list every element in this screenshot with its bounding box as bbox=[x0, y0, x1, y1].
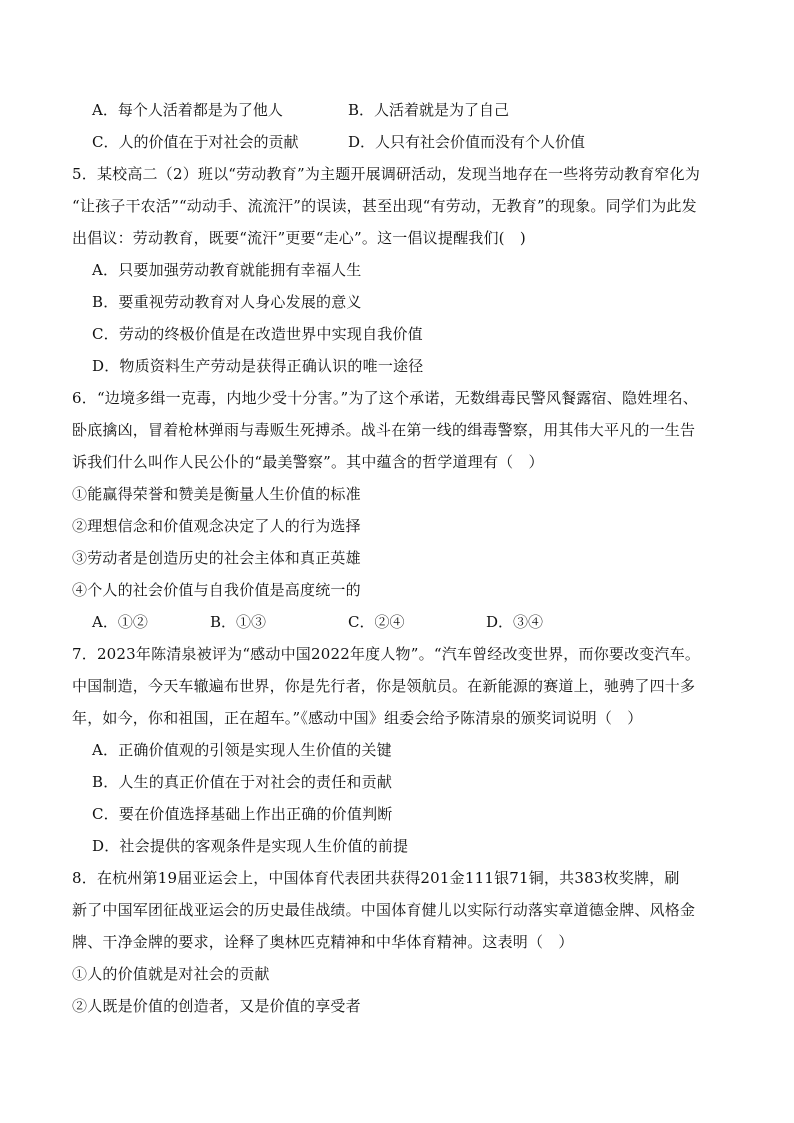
q7-stem-line-2: 中国制造，今天车辙遍布世界，你是先行者，你是领航员。在新能源的赛道上，驰骋了四十多 bbox=[72, 677, 696, 695]
q5-stem-line-3: 出倡议：劳动教育，既要“流汗”更要“走心”。这一倡议提醒我们( ) bbox=[72, 229, 526, 247]
q6-option-d[interactable]: D．③④ bbox=[486, 613, 544, 631]
q8-stem-line-1: 8．在杭州第19届亚运会上，中国体育代表团共获得201金111银71铜，共383枚奖牌，刷 bbox=[72, 869, 680, 887]
q4-option-d[interactable]: D．人只有社会价值而没有个人价值 bbox=[348, 133, 586, 151]
q6-statement-3: ③劳动者是创造历史的社会主体和真正英雄 bbox=[72, 549, 361, 567]
q5-option-b[interactable]: B．要重视劳动教育对人身心发展的意义 bbox=[92, 293, 362, 311]
q4-options-row-2 bbox=[92, 132, 585, 152]
q8-statement-1: ①人的价值就是对社会的贡献 bbox=[72, 965, 270, 983]
q6-stem-line-2: 卧底擒凶，冒着枪林弹雨与毒贩生死搏杀。战斗在第一线的缉毒警察，用其伟大平凡的一生告 bbox=[72, 421, 696, 439]
q6-statement-2: ②理想信念和价值观念决定了人的行为选择 bbox=[72, 517, 361, 535]
q4-option-a[interactable]: A．每个人活着都是为了他人 bbox=[92, 101, 283, 119]
q8-statement-2: ②人既是价值的创造者，又是价值的享受者 bbox=[72, 997, 361, 1015]
q6-statement-4: ④个人的社会价值与自我价值是高度统一的 bbox=[72, 581, 361, 599]
q5-option-c[interactable]: C．劳动的终极价值是在改造世界中实现自我价值 bbox=[92, 325, 423, 343]
q5-stem-line-1: 5．某校高二（2）班以“劳动教育”为主题开展调研活动，发现当地存在一些将劳动教育窄化为 bbox=[72, 165, 701, 183]
q7-stem-line-1: 7．2023年陈清泉被评为“感动中国2022年度人物”。“汽车曾经改变世界，而你要改变汽车。 bbox=[72, 645, 701, 663]
q6-statement-1: ①能赢得荣誉和赞美是衡量人生价值的标准 bbox=[72, 485, 361, 503]
q4-option-b[interactable]: B．人活着就是为了自己 bbox=[348, 101, 510, 119]
q6-option-b[interactable]: B．①③ bbox=[210, 613, 267, 631]
q5-option-a[interactable]: A．只要加强劳动教育就能拥有幸福人生 bbox=[92, 261, 362, 279]
q7-option-c[interactable]: C．要在价值选择基础上作出正确的价值判断 bbox=[92, 805, 393, 823]
q8-stem-line-3: 牌、干净金牌的要求，诠释了奥林匹克精神和中华体育精神。这表明（ ） bbox=[72, 933, 574, 951]
q6-options-row bbox=[92, 612, 543, 632]
q4-option-c[interactable]: C．人的价值在于对社会的贡献 bbox=[92, 133, 299, 151]
q6-option-c[interactable]: C．②④ bbox=[348, 613, 405, 631]
q6-stem-line-1: 6．“边境多缉一克毒，内地少受十分害。”为了这个承诺，无数缉毒民警风餐露宿、隐姓埋名、 bbox=[72, 389, 698, 407]
q5-stem-line-2: “让孩子干农活”“动动手、流流汗”的误读，甚至出现“有劳动，无教育”的现象。同学们为此发 bbox=[72, 197, 697, 215]
q7-option-b[interactable]: B．人生的真正价值在于对社会的责任和贡献 bbox=[92, 773, 393, 791]
q8-stem-line-2: 新了中国军团征战亚运会的历史最佳战绩。中国体育健儿以实际行动落实章道德金牌、风格金 bbox=[72, 901, 696, 919]
q4-options-row-1 bbox=[92, 100, 509, 120]
q7-option-a[interactable]: A．正确价值观的引领是实现人生价值的关键 bbox=[92, 741, 392, 759]
q6-option-a[interactable]: A．①② bbox=[92, 613, 148, 631]
q7-stem-line-3: 年，如今，你和祖国，正在超车。”《感动中国》组委会给予陈清泉的颁奖词说明（ ） bbox=[72, 709, 643, 727]
q7-option-d[interactable]: D．社会提供的客观条件是实现人生价值的前提 bbox=[92, 837, 409, 855]
q5-option-d[interactable]: D．物质资料生产劳动是获得正确认识的唯一途径 bbox=[92, 357, 424, 375]
q6-stem-line-3: 诉我们什么叫作人民公仆的“最美警察”。其中蕴含的哲学道理有（ ） bbox=[72, 453, 544, 471]
